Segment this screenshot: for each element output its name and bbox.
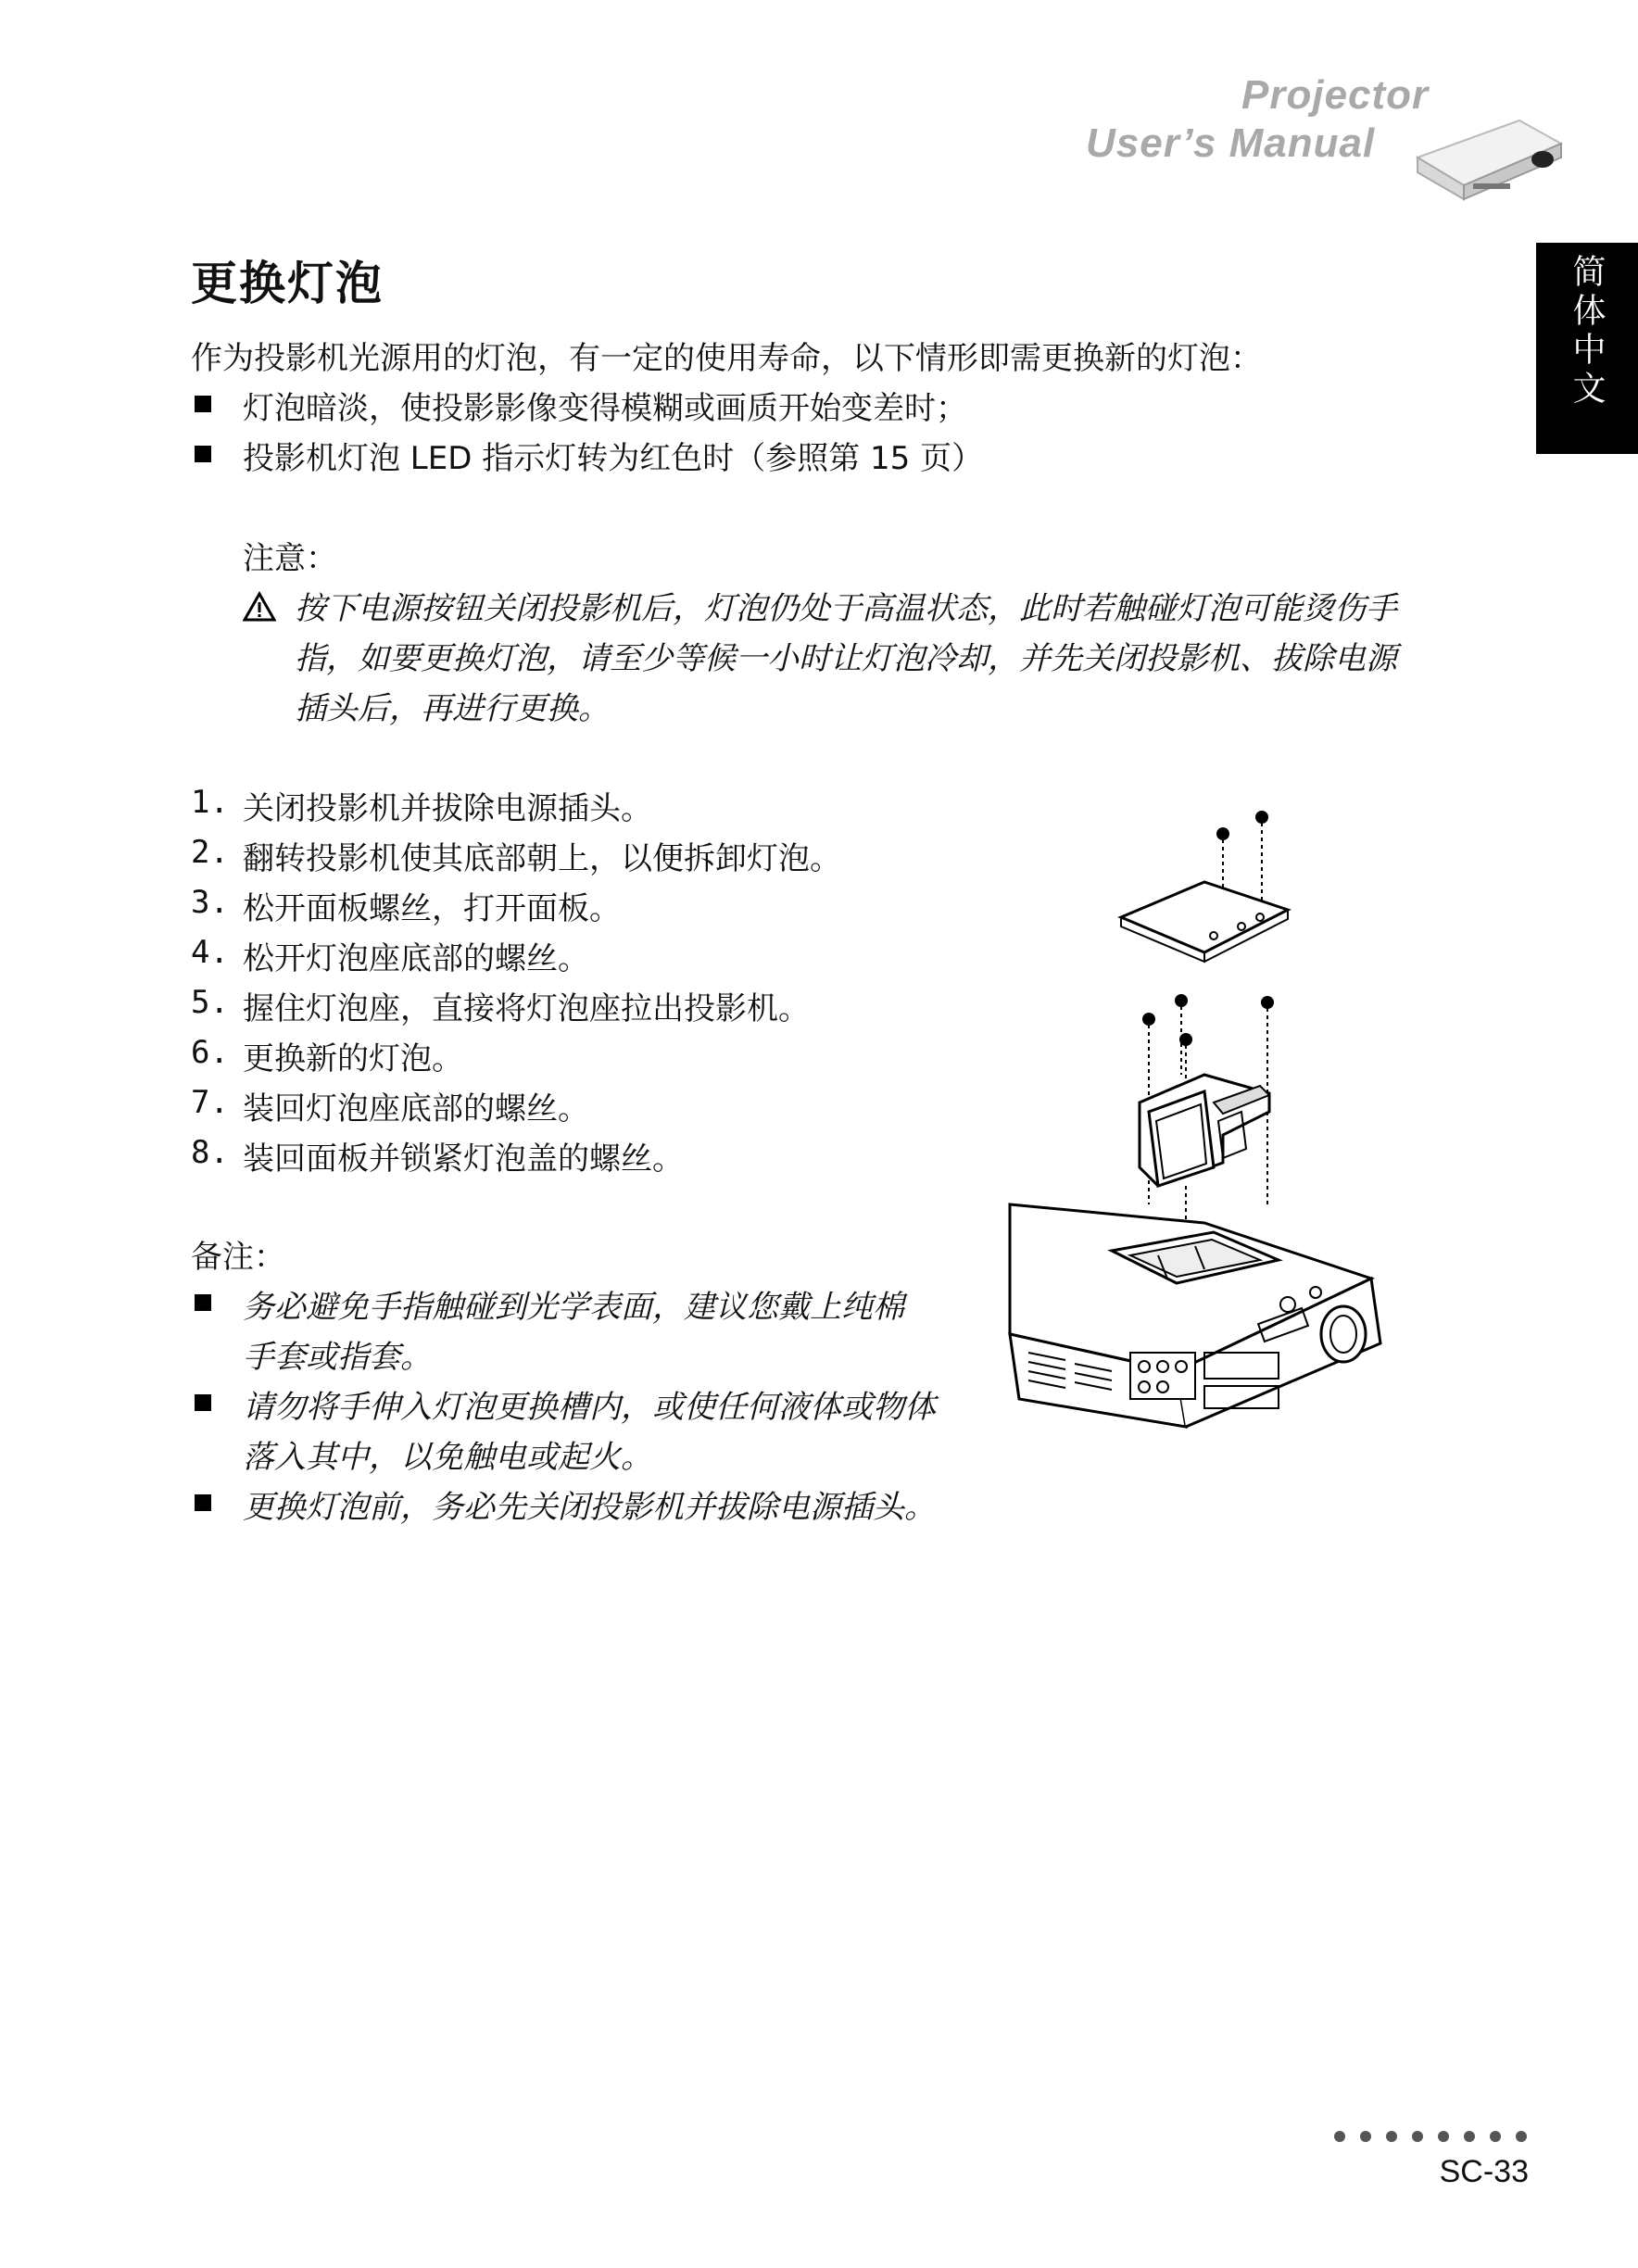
page-title: 更换灯泡 (191, 257, 384, 310)
header-title-line2: User’s Manual (1086, 120, 1376, 166)
bullet-square-icon (195, 446, 211, 462)
step-text: 翻转投影机使其底部朝上，以便拆卸灯泡。 (243, 840, 841, 877)
note-line: 手套或指套。 (243, 1339, 432, 1376)
step-number: 2. (191, 834, 229, 871)
footer-dots (1334, 2128, 1542, 2146)
step-number: 6. (191, 1034, 229, 1071)
caution-heading: 注意： (243, 540, 337, 577)
step-number: 1. (191, 784, 229, 821)
condition-item: 投影机灯泡 LED 指示灯转为红色时（参照第 15 页） (243, 440, 984, 477)
warning-triangle-icon (243, 591, 276, 623)
bullet-square-icon (195, 1494, 211, 1511)
step-text: 装回灯泡座底部的螺丝。 (243, 1090, 589, 1128)
step-text: 关闭投影机并拔除电源插头。 (243, 790, 652, 827)
page-number: SC-33 (1439, 2154, 1529, 2189)
caution-line: 插头后，再进行更换。 (295, 690, 610, 727)
language-side-tab (1536, 243, 1638, 454)
caution-line: 指，如要更换灯泡，请至少等候一小时让灯泡冷却，并先关闭投影机、拔除电源 (295, 640, 1397, 677)
note-line: 务必避免手指触碰到光学表面，建议您戴上纯棉 (243, 1289, 904, 1326)
bullet-square-icon (195, 1294, 211, 1311)
step-number: 5. (191, 984, 229, 1021)
side-tab-label: 简体中文 (1568, 254, 1606, 410)
header-title-line1: Projector (1241, 72, 1430, 118)
note-line: 请勿将手伸入灯泡更换槽内，或使任何液体或物体 (243, 1389, 936, 1426)
step-text: 握住灯泡座，直接将灯泡座拉出投影机。 (243, 990, 810, 1027)
bullet-square-icon (195, 396, 211, 412)
notes-heading: 备注： (191, 1239, 285, 1276)
caution-line: 按下电源按钮关闭投影机后，灯泡仍处于高温状态，此时若触碰灯泡可能烫伤手 (295, 590, 1397, 627)
projector-thumbnail-icon (1408, 93, 1566, 204)
lamp-replacement-diagram (991, 797, 1455, 1464)
step-number: 7. (191, 1084, 229, 1121)
note-line: 更换灯泡前，务必先关闭投影机并拔除电源插头。 (243, 1489, 936, 1526)
bullet-square-icon (195, 1394, 211, 1411)
note-line: 落入其中，以免触电或起火。 (243, 1439, 652, 1476)
step-text: 装回面板并锁紧灯泡盖的螺丝。 (243, 1140, 684, 1178)
condition-item: 灯泡暗淡，使投影影像变得模糊或画质开始变差时； (243, 390, 967, 427)
intro-text: 作为投影机光源用的灯泡，有一定的使用寿命，以下情形即需更换新的灯泡： (191, 340, 1262, 377)
step-number: 4. (191, 934, 229, 971)
step-text: 松开灯泡座底部的螺丝。 (243, 940, 589, 977)
step-text: 更换新的灯泡。 (243, 1040, 463, 1077)
step-number: 8. (191, 1134, 229, 1171)
step-number: 3. (191, 884, 229, 921)
step-text: 松开面板螺丝，打开面板。 (243, 890, 621, 927)
